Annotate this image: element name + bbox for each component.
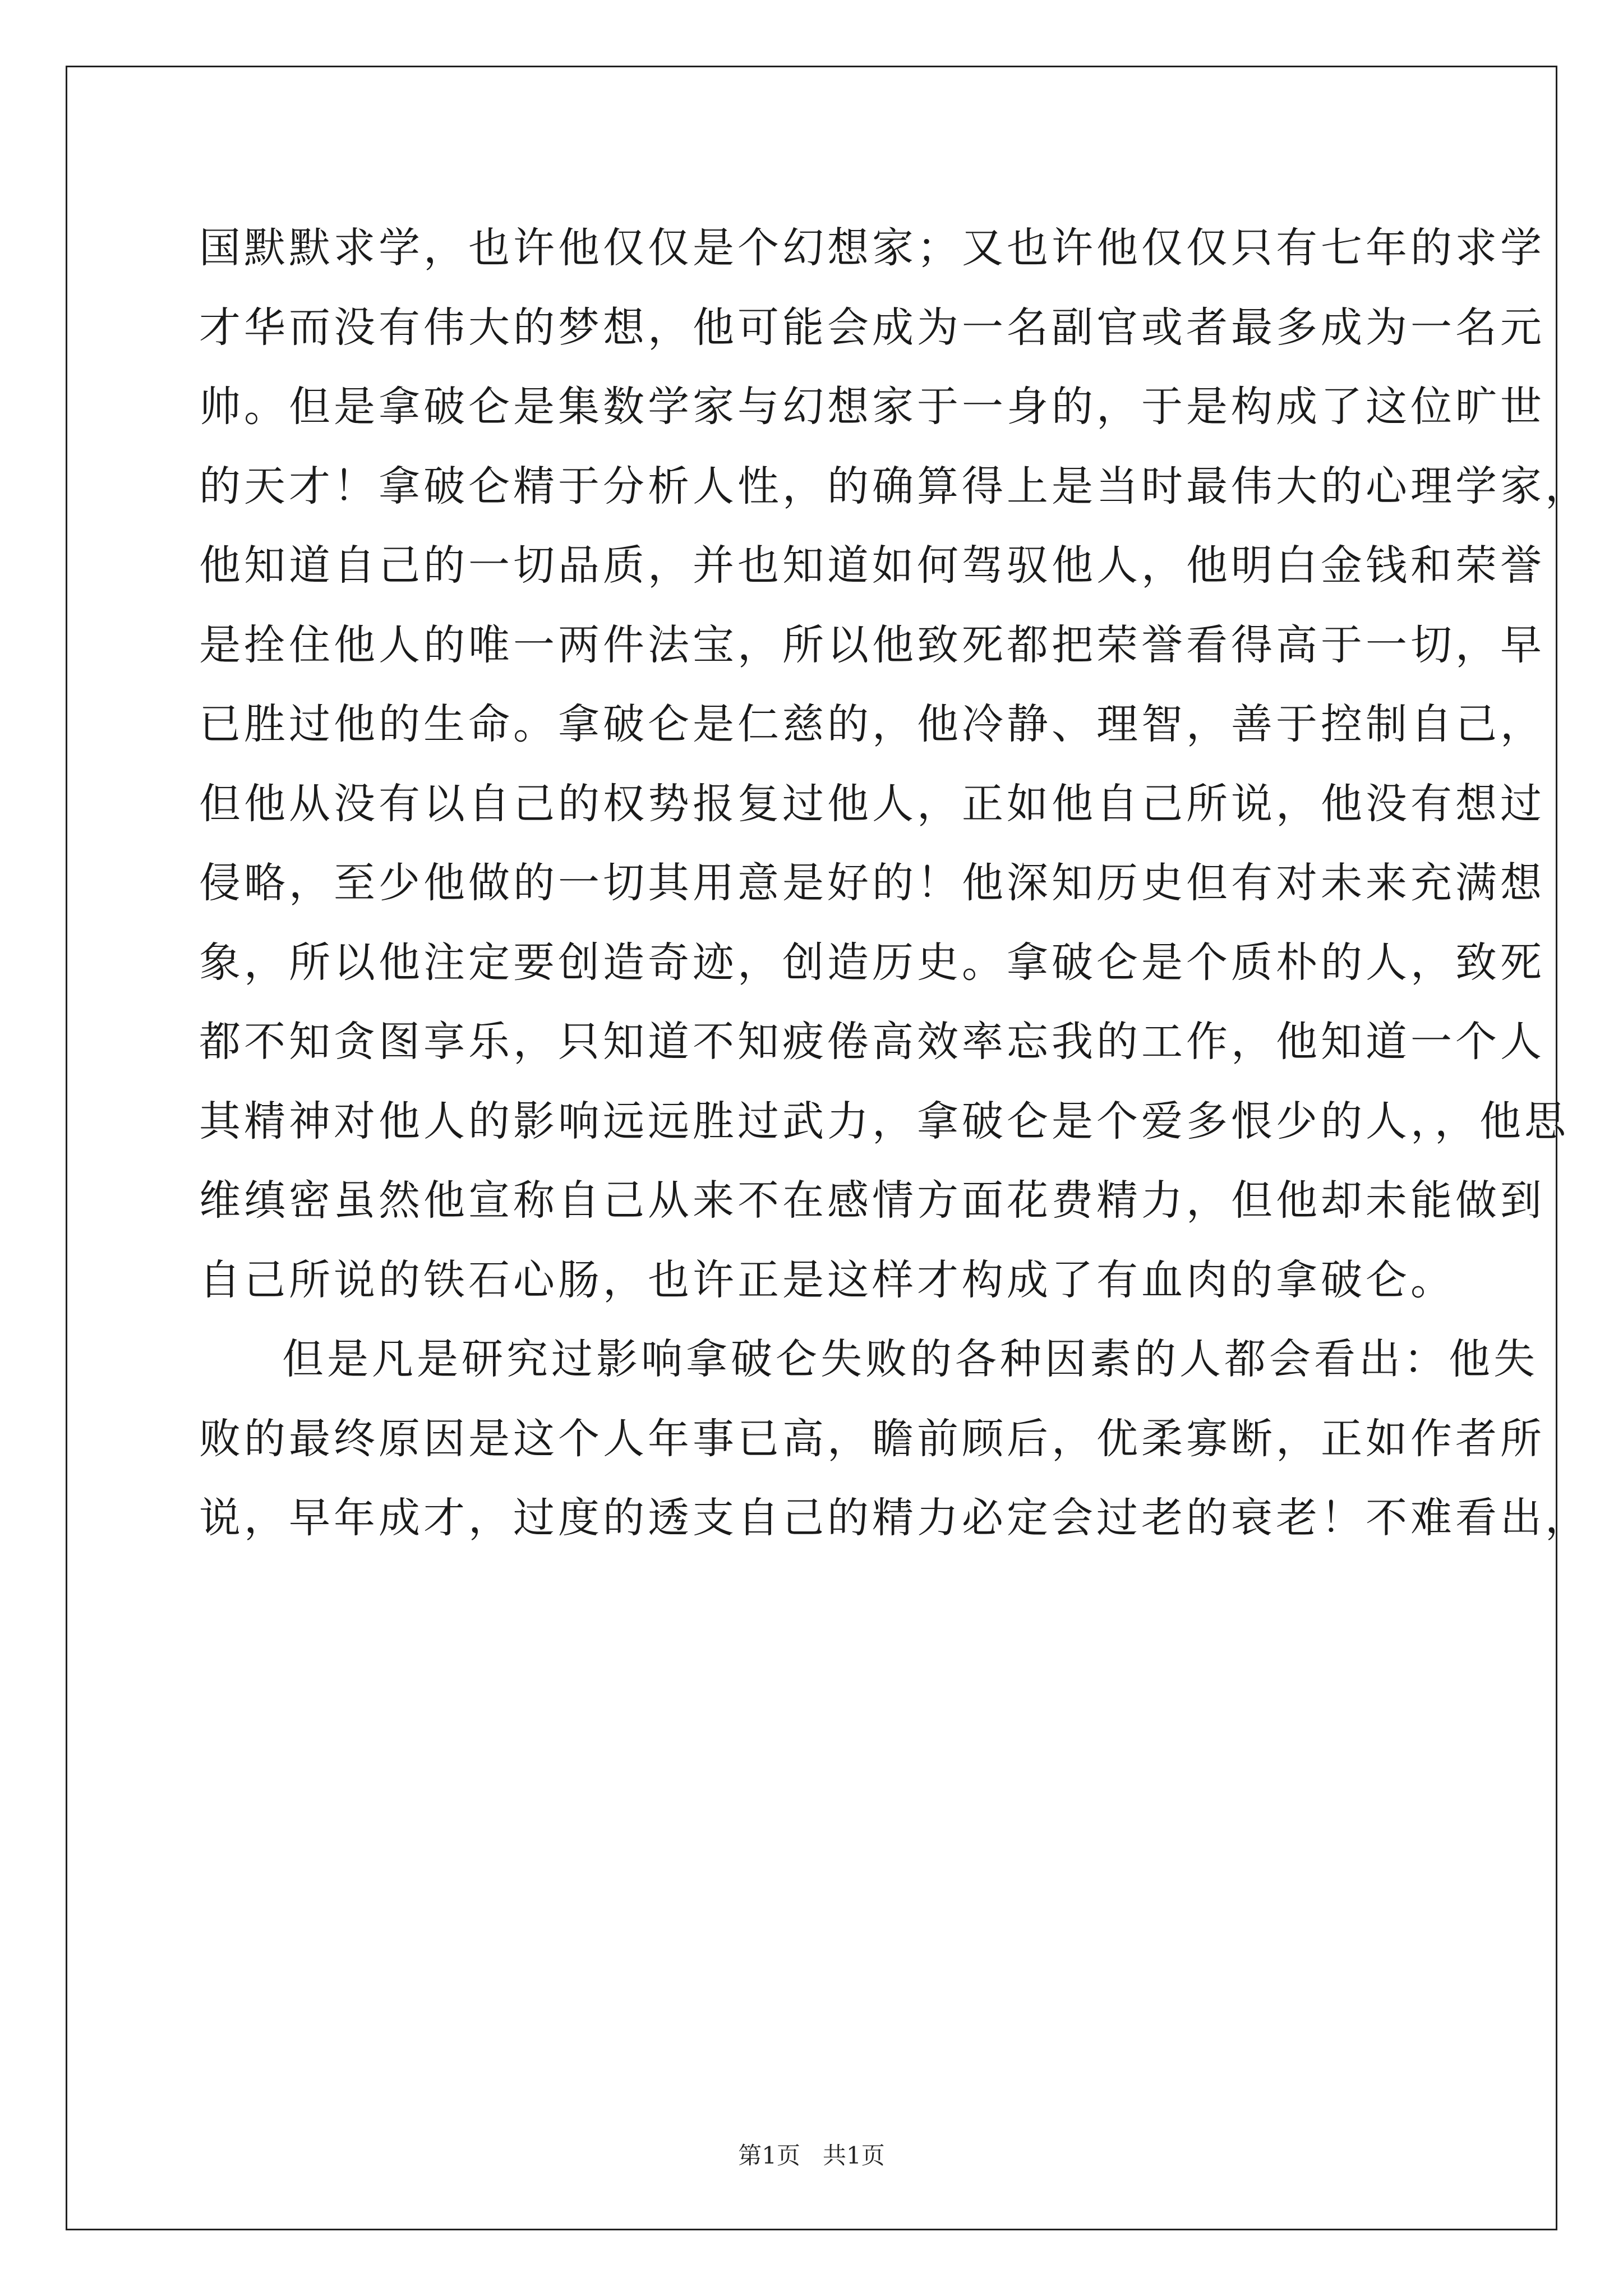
text-line: 但是凡是研究过影响拿破仑失败的各种因素的人都会看出：他失 [282,1335,1538,1383]
text-line: 自己所说的铁石心肠，也许正是这样才构成了有血肉的拿破仑。 [199,1255,1455,1304]
document-body [199,209,1590,1558]
text-line: 侵略，至少他做的一切其用意是好的！他深知历史但有对未来充满想 [199,859,1545,907]
text-line: 象，所以他注定要创造奇迹，创造历史。拿破仑是个质朴的人，致死 [199,938,1545,987]
text-line: 已胜过他的生命。拿破仑是仁慈的，他冷静、理智，善于控制自己， [199,700,1545,748]
text-line: 国默默求学，也许他仅仅是个幻想家；又也许他仅仅只有七年的求学 [199,224,1545,272]
text-line: 才华而没有伟大的梦想，他可能会成为一名副官或者最多成为一名元 [199,303,1545,352]
text-line: 是拴住他人的唯一两件法宝，所以他致死都把荣誉看得高于一切，早 [199,620,1545,669]
page-number-current: 第1页 [738,2142,800,2169]
page-footer [0,2137,1623,2171]
text-line: 他知道自己的一切品质，并也知道如何驾驭他人，他明白金钱和荣誉 [199,541,1545,590]
text-line: 都不知贪图享乐，只知道不知疲倦高效率忘我的工作，他知道一个人 [199,1018,1545,1066]
text-line: 其精神对他人的影响远远胜过武力，拿破仑是个爱多恨少的人，，他思 [199,1097,1569,1145]
page-number-total: 共1页 [823,2142,885,2169]
text-line: 但他从没有以自己的权势报复过他人，正如他自己所说，他没有想过 [199,779,1545,828]
text-line: 的天才！拿破仑精于分析人性，的确算得上是当时最伟大的心理学家， [199,462,1590,510]
text-line: 说，早年成才，过度的透支自己的精力必定会过老的衰老！不难看出， [199,1494,1590,1542]
text-line: 帅。但是拿破仑是集数学家与幻想家于一身的，于是构成了这位旷世 [199,383,1545,431]
text-line: 败的最终原因是这个人年事已高，瞻前顾后，优柔寡断，正如作者所 [199,1414,1545,1463]
text-line: 维缜密虽然他宣称自己从来不在感情方面花费精力，但他却未能做到 [199,1176,1545,1225]
